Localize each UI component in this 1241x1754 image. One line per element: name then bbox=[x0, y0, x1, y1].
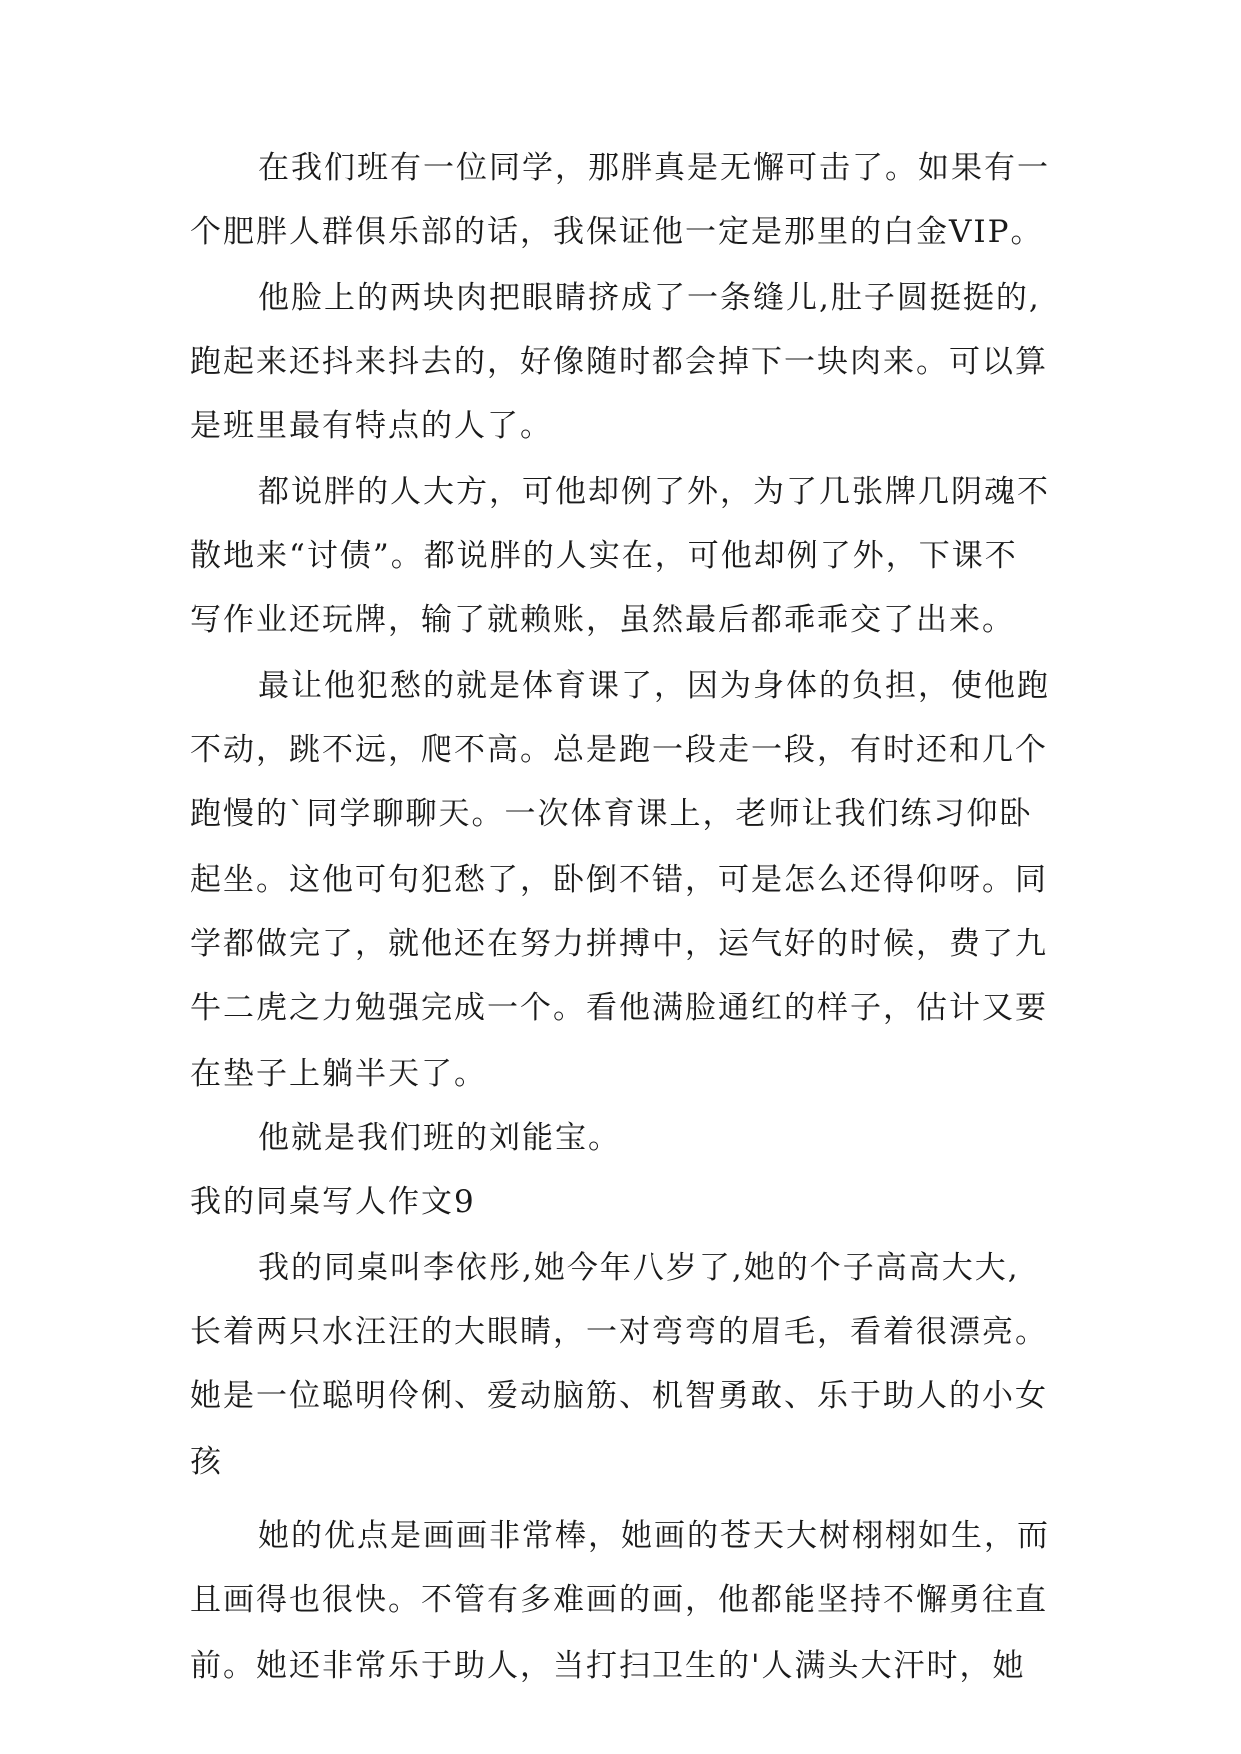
text-line: 在我们班有一位同学，那胖真是无懈可击了。如果有一 bbox=[258, 150, 1050, 186]
text-line: 长着两只水汪汪的大眼睛，一对弯弯的眉毛，看着很漂亮。 bbox=[190, 1314, 1048, 1350]
text-line: 牛二虎之力勉强完成一个。看他满脸通红的样子，估计又要 bbox=[190, 990, 1048, 1026]
text-line: 跑慢的`同学聊聊天。一次体育课上，老师让我们练习仰卧 bbox=[190, 796, 1033, 832]
text-line: 散地来“讨债”。都说胖的人实在，可他却例了外，下课不 bbox=[190, 538, 1018, 574]
text-line: 最让他犯愁的就是体育课了，因为身体的负担，使他跑 bbox=[258, 668, 1050, 704]
text-line: 他就是我们班的刘能宝。 bbox=[258, 1120, 621, 1156]
text-line: 个肥胖人群俱乐部的话，我保证他一定是那里的白金VIP。 bbox=[190, 214, 1044, 250]
text-line: 起坐。这他可句犯愁了，卧倒不错，可是怎么还得仰呀。同 bbox=[190, 862, 1048, 898]
text-line: 写作业还玩牌，输了就赖账，虽然最后都乖乖交了出来。 bbox=[190, 602, 1015, 638]
text-line: 在垫子上躺半天了。 bbox=[190, 1056, 487, 1092]
text-line: 且画得也很快。不管有多难画的画，他都能坚持不懈勇往直 bbox=[190, 1582, 1048, 1618]
text-line: 跑起来还抖来抖去的，好像随时都会掉下一块肉来。可以算 bbox=[190, 344, 1048, 380]
text-line: 学都做完了，就他还在努力拼搏中，运气好的时候，费了九 bbox=[190, 926, 1048, 962]
text-line: 她是一位聪明伶俐、爱动脑筋、机智勇敢、乐于助人的小女 bbox=[190, 1378, 1048, 1414]
text-line: 前。她还非常乐于助人，当打扫卫生的'人满头大汗时，她 bbox=[190, 1648, 1026, 1684]
text-line: 他脸上的两块肉把眼睛挤成了一条缝儿,肚子圆挺挺的, bbox=[258, 280, 1041, 316]
text-line: 我的同桌叫李依彤,她今年八岁了,她的个子高高大大, bbox=[258, 1250, 1020, 1286]
text-line: 她的优点是画画非常棒，她画的苍天大树栩栩如生，而 bbox=[258, 1518, 1050, 1554]
text-line: 都说胖的人大方，可他却例了外，为了几张牌几阴魂不 bbox=[258, 474, 1050, 510]
text-line: 孩 bbox=[190, 1444, 223, 1480]
text-line: 不动，跳不远，爬不高。总是跑一段走一段，有时还和几个 bbox=[190, 732, 1048, 768]
text-line: 是班里最有特点的人了。 bbox=[190, 408, 553, 444]
section-heading: 我的同桌写人作文9 bbox=[190, 1184, 476, 1220]
